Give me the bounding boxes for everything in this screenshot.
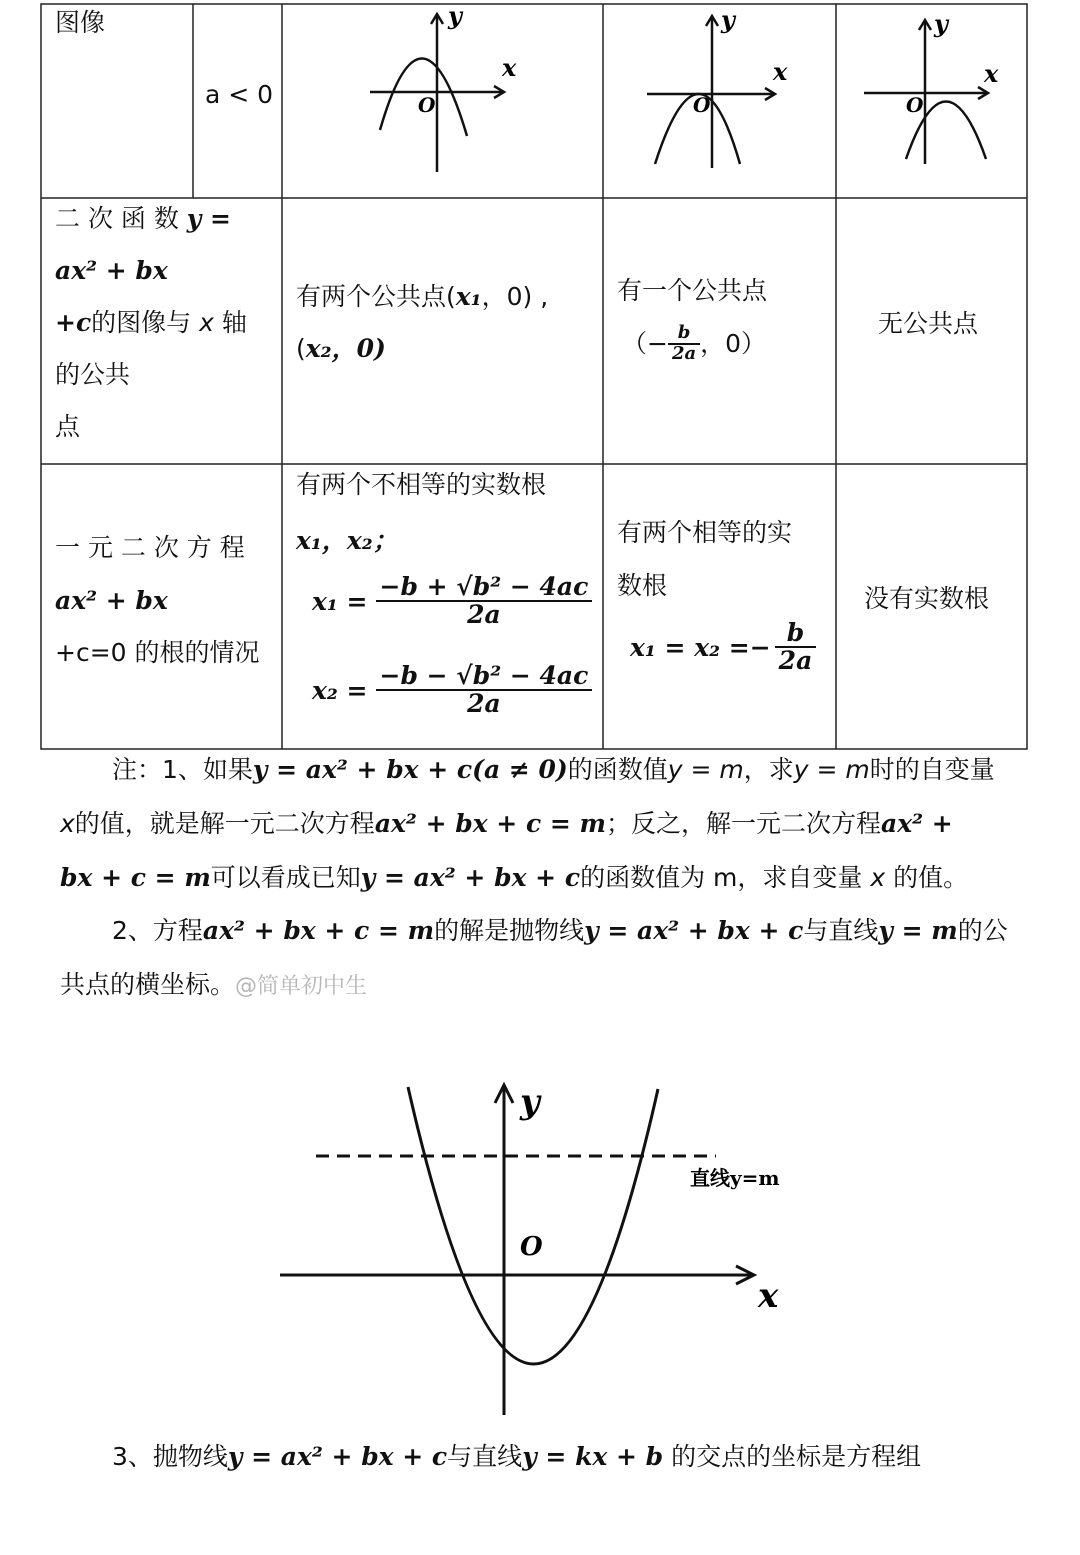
origin-label: O [693,93,711,117]
graph-two-points [282,4,603,198]
note-1-line1: 注：1、如果y = ax² + bx + c(a ≠ 0)的函数值y = m，求y = m时的自变量 [112,755,995,784]
root-x1-formula: x₁ = $\frac{\text{−b + √b² − 4ac}}{2a}$ [312,574,592,629]
x-axis-label: x [984,59,999,88]
big-origin-label: O [520,1232,543,1262]
note-1-line2: x的值，就是解一元二次方程ax² + bx + c = m；反之，解一元二次方程ax² + [60,809,953,838]
y-axis-label: y [934,9,948,38]
root-x2-formula: x₂ = $\frac{\text{−b − √b² − 4ac}}{2a}$ [312,663,592,718]
watermark: @简单初中生 [235,974,368,999]
intersection-case-one-point: （− $\frac{b}{2a}$ ，0） [622,322,767,364]
intersection-case-none: 无公共点 [878,309,979,338]
line-m-label: 直线y=m [690,1166,780,1190]
row-label-intersection-line2: ax² + bx [55,256,168,285]
intersection-case-one: 有一个公共点 [617,276,768,305]
roots-case-equal-line2: 数根 [617,571,668,600]
note-3: 3、抛物线y = ax² + bx + c与直线y = kx + b 的交点的坐标是方程组 [112,1442,922,1471]
graph-no-point [836,4,1027,198]
row-label-roots-line2: ax² + bx [55,586,168,615]
roots-case-equal-line1: 有两个相等的实 [617,518,793,547]
roots-equal-formula: x₁ = x₂ =− $\frac{b}{2a}$ [630,620,816,675]
intersection-case-two-line2: (x₂，0) [296,334,386,363]
row-label-intersection-line4: 的公共 [55,360,131,389]
x-axis-label: x [773,57,788,86]
y-axis-label: y [448,4,462,30]
row-label-roots-line1: 一 元 二 次 方 程 [55,533,245,562]
row-label-intersection-line1: 二 次 函 数 y = [55,204,231,233]
intersection-case-two: 有两个公共点(x₁，0) , [296,282,549,311]
y-axis-label: y [721,5,735,34]
note-1-line3: bx + c = m可以看成已知y = ax² + bx + c的函数值为 m，求自变量 x 的值。 [60,863,969,892]
big-y-label: y [520,1082,540,1122]
roots-case-none: 没有实数根 [864,584,990,613]
row-label-intersection-line5: 点 [55,412,81,441]
note-2-line2: 共点的横坐标。@简单初中生 [60,970,368,999]
x-axis-label: x [502,53,517,82]
condition-a-negative: a < 0 [205,80,274,109]
big-x-label: x [758,1276,779,1316]
row-label-intersection-line3: +c的图像与 x 轴 [55,308,247,337]
origin-label: O [906,93,924,117]
graph-one-point [603,4,836,198]
graph-parabola-line-m [270,1075,810,1425]
roots-names: x₁，x₂； [296,526,398,555]
origin-label: O [418,93,436,117]
roots-case-two-distinct: 有两个不相等的实数根 [296,470,547,499]
row-label-graph: 图像 [55,8,106,37]
note-2-line1: 2、方程ax² + bx + c = m的解是抛物线y = ax² + bx + c与直线y = m的公 [112,916,1008,945]
row-label-roots-line3: +c=0 的根的情况 [55,638,260,667]
